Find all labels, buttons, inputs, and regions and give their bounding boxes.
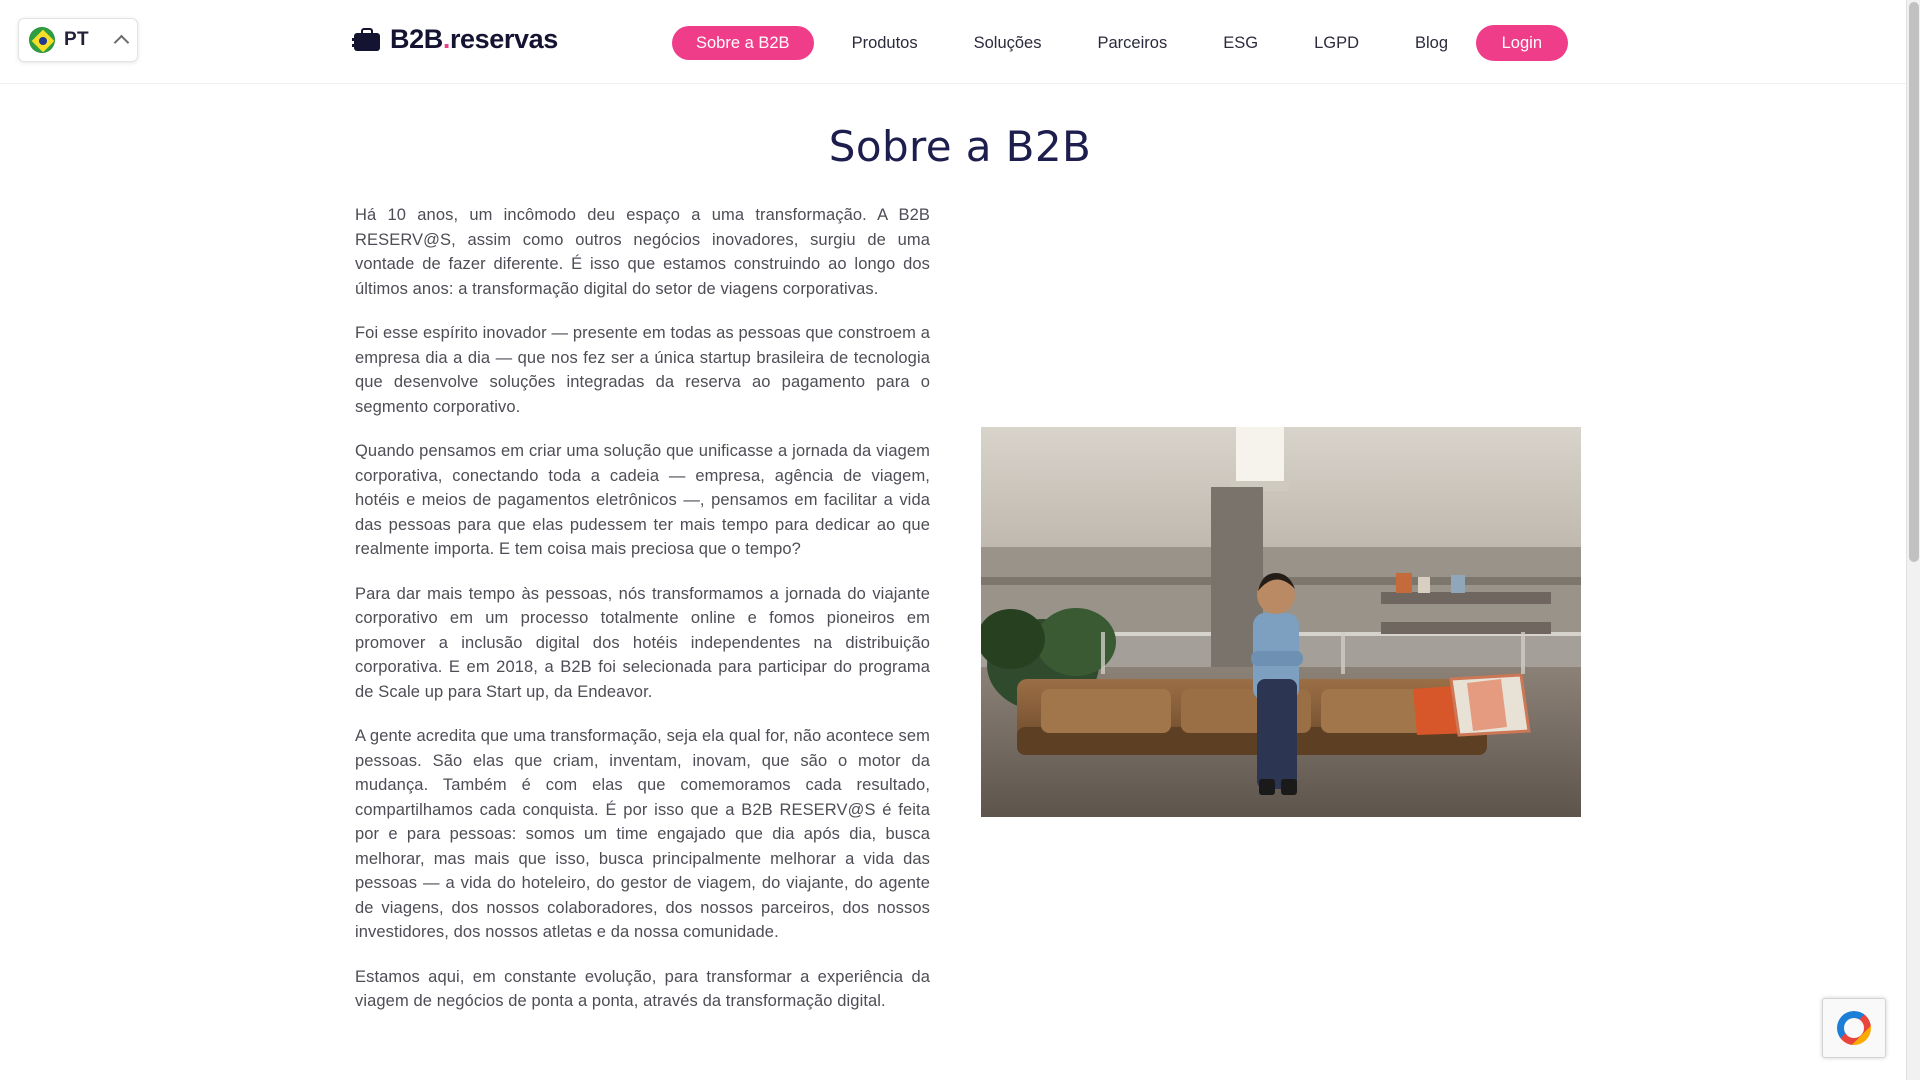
page-body [0, 84, 1920, 1080]
main-navigation [672, 26, 1476, 60]
paragraph-3: Quando pensamos em criar uma solução que unificasse a jornada da viagem corporativa, conectando toda a cadeia — empresa, agência de viagem, hotéis e meios de pagamentos eletrônicos —, pensamos em facilitar a vida das pessoas para que elas pudessem ter mais tempo para dedicar ao que realmente importa. E tem coisa mais preciosa que o tempo? [355, 442, 930, 558]
nav-item-blog[interactable]: Blog [1415, 34, 1449, 52]
briefcase-icon [352, 27, 382, 53]
paragraph-1: Há 10 anos, um incômodo deu espaço a uma transformação. A B2B RESERV@S, assim como outros negócios inovadores, surgiu de uma vontade de fazer diferente. É isso que estamos construindo ao longo dos últimos anos: a transformação digital do setor de viagens corporativas. [355, 206, 930, 298]
recaptcha-icon [1837, 1011, 1871, 1045]
language-selector[interactable] [18, 18, 138, 62]
nav-item-esg[interactable]: ESG [1223, 34, 1259, 52]
nav-item-parceiros[interactable]: Parceiros [1097, 34, 1168, 52]
brazil-flag-icon [29, 27, 55, 53]
content-wrapper [355, 203, 1565, 1034]
page-title: Sobre a B2B [828, 122, 1092, 171]
article-text-column [355, 203, 930, 1034]
language-code: PT [64, 29, 89, 50]
media-column [960, 203, 1560, 1034]
chevron-up-icon[interactable] [114, 34, 130, 50]
logo-text-dot: . [442, 24, 450, 54]
login-button[interactable]: Login [1476, 25, 1568, 61]
page-scrollbar[interactable] [1906, 0, 1920, 1080]
logo-text [390, 24, 558, 55]
logo-text-secondary: reservas [449, 24, 558, 54]
logo[interactable] [352, 24, 558, 55]
nav-item-lgpd[interactable]: LGPD [1314, 34, 1359, 52]
nav-item-sobre[interactable]: Sobre a B2B [672, 26, 814, 60]
paragraph-2: Foi esse espírito inovador — presente em todas as pessoas que constroem a empresa dia a dia — que nos fez ser a única startup brasileira de tecnologia que desenvolve soluções integradas da reserva ao pagamento para o segmento corporativo. [355, 324, 930, 416]
nav-item-solucoes[interactable]: Soluções [973, 34, 1042, 52]
logo-text-primary: B2B [390, 24, 443, 54]
nav-item-produtos[interactable]: Produtos [851, 34, 918, 52]
office-photo [981, 427, 1581, 817]
site-header [0, 0, 1920, 84]
paragraph-6: Estamos aqui, em constante evolução, para transformar a experiência da viagem de negócios de ponta a ponta, através da transformação digital. [355, 967, 930, 1010]
scrollbar-thumb[interactable] [1909, 2, 1919, 562]
paragraph-4: Para dar mais tempo às pessoas, nós transformamos a jornada do viajante corporativo em um processo totalmente online e fomos pioneiros em promover a inclusão digital dos hotéis independentes na distribuição corporativa. E em 2018, a B2B foi selecionada para participar do programa de Scale up para Start up, da Endeavor. [355, 584, 930, 701]
paragraph-5: A gente acredita que uma transformação, seja ela qual for, não acontece sem pessoas. São elas que criam, inventam, inovam, que são o motor da mudança. Também é com elas que comemoramos cada resultado, compartilhamos cada conquista. É por isso que a B2B RESERV@S é feita por e para pessoas: somos um time engajado que dia após dia, busca melhorar, mas mais que isso, busca principalmente melhorar a vida das pessoas — a vida do hoteleiro, do gestor de viagem, do viajante, do agente de viagens, dos nossos colaboradores, dos nossos parceiros, dos nossos investidores, dos nossos atletas e da nossa comunidade. [355, 727, 930, 941]
recaptcha-badge[interactable] [1822, 998, 1886, 1058]
